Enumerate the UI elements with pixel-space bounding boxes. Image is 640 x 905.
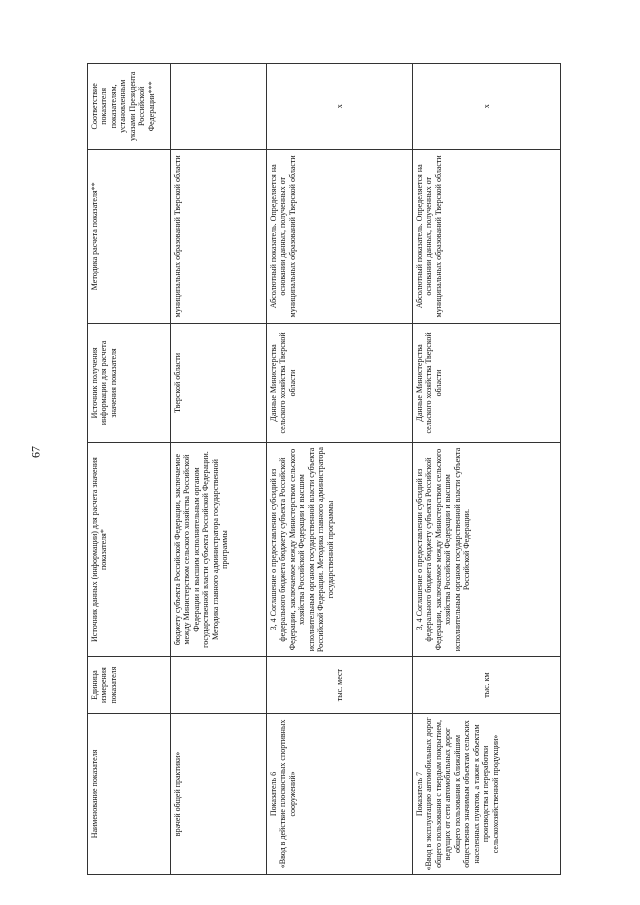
- indicator-title: Показатель 6: [269, 771, 278, 817]
- header-method: Методика расчета показателя**: [88, 149, 171, 323]
- table-row: [267, 64, 413, 875]
- row-unit-cell: тыс. км: [413, 657, 561, 714]
- row-source-cell: бюджету субъекта Российской Федерации, заключаемое между Министерством сельского хозяйства Российской Федерации и высшим исполнительным органом государственной власти субъекта Российской Федерации. Методика главного администратора государственной программы: [171, 442, 267, 656]
- header-source: Источник данных (информации) для расчета значения показателя*: [88, 442, 171, 656]
- row-compliance-cell: [171, 64, 267, 150]
- row-unit-cell: [171, 657, 267, 714]
- row-name-cell: [267, 713, 413, 874]
- page-number: 67: [28, 446, 43, 458]
- row-method-cell: Абсолютный показатель. Определяется на основании данных, полученных от муниципальных образований Тверской области: [267, 149, 413, 323]
- header-info-source: Источник получения информации для расчета значения показателя: [88, 324, 171, 443]
- row-compliance-cell: х: [267, 64, 413, 150]
- table-row: [413, 64, 561, 875]
- table-row: [171, 64, 267, 875]
- row-source-cell: 3, 4 Соглашение о предоставлении субсидий из федерального бюджета бюджету субъекта Российской Федерации, заключаемое между Министерством сельского хозяйства Российской Федерации и высшим исполнительным органом государственной власти субъекта Российской Федерации.: [413, 442, 561, 656]
- indicator-table: [87, 63, 561, 875]
- indicator-name: «Ввод в эксплуатацию автомобильных дорог общего пользования с твердым покрытием, ведущих от сети автомобильных дорог общего пользования к ближайшим общественно значимым объектам сельских населенных пунктов, а также к объектам производства и переработки сельскохозяйственной продукции»: [424, 717, 500, 871]
- row-compliance-cell: х: [413, 64, 561, 150]
- row-info-source-cell: Тверской области: [171, 324, 267, 443]
- header-name: Наименование показателя: [88, 713, 171, 874]
- row-name-cell: [171, 713, 267, 874]
- row-method-cell: Абсолютный показатель. Определяется на основании данных, полученных от муниципальных образований Тверской области: [413, 149, 561, 323]
- row-unit-cell: тыс. мест: [267, 657, 413, 714]
- indicator-table-wrapper: [87, 63, 555, 875]
- header-unit: Единица измерения показателя: [88, 657, 171, 714]
- row-method-cell: муниципальных образований Тверской области: [171, 149, 267, 323]
- row-source-cell: 3, 4 Соглашение о предоставлении субсидий из федерального бюджета бюджету субъекта Российской Федерации, заключаемое между Министерством сельского хозяйства Российской Федерации и высшим исполнительным органом государственной власти субъекта Российской Федерации. Методика главного администратора государственной программы: [267, 442, 413, 656]
- header-compliance: Соответствие показателя показателям, установленным указами Президента Российской Федерации***: [88, 64, 171, 150]
- row-info-source-cell: Данные Министерства сельского хозяйства Тверской области: [413, 324, 561, 443]
- indicator-name: «Ввод в действие плоскостных спортивных сооружений»: [278, 719, 297, 869]
- table-header-row: [88, 64, 171, 875]
- row-name-cell: [413, 713, 561, 874]
- indicator-name: врачей общей практики»: [173, 751, 182, 837]
- indicator-title: Показатель 7: [415, 771, 424, 817]
- row-info-source-cell: Данные Министерства сельского хозяйства Тверской области: [267, 324, 413, 443]
